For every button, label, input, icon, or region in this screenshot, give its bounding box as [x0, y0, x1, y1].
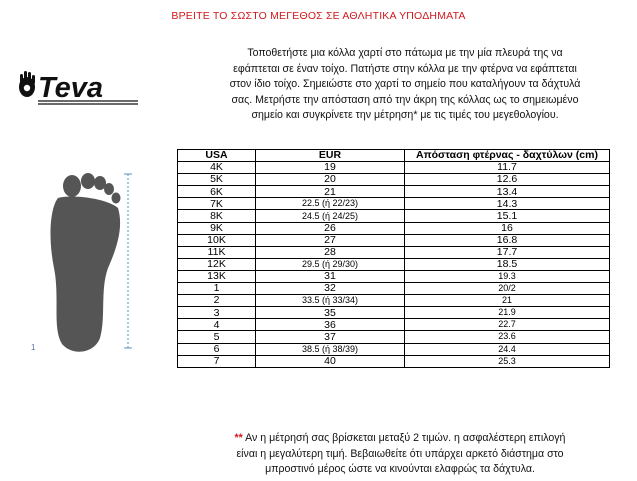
table-row	[178, 210, 610, 222]
cell-eur: 32	[256, 283, 405, 295]
cell-usa: 8K	[178, 210, 256, 222]
cell-length: 24.4	[405, 343, 610, 355]
table-row	[178, 186, 610, 198]
page-title: ΒΡΕΙΤΕ ΤΟ ΣΩΣΤΟ ΜΕΓΕΘΟΣ ΣΕ ΑΘΛΗΤΙΚΑ ΥΠΟΔΗΜΑΤΑ	[171, 10, 466, 22]
cell-eur: 37	[256, 331, 405, 343]
cell-length: 13.4	[405, 186, 610, 198]
table-row	[178, 355, 610, 367]
cell-usa: 5	[178, 331, 256, 343]
cell-eur: 28	[256, 246, 405, 258]
cell-usa: 7K	[178, 198, 256, 210]
table-row	[178, 246, 610, 258]
cell-length: 12.6	[405, 174, 610, 186]
size-chart-table	[177, 149, 610, 368]
cell-eur: 38.5 (ή 38/39)	[256, 343, 405, 355]
cell-length: 19.3	[405, 270, 610, 282]
cell-eur: 31	[256, 270, 405, 282]
header-usa: USA	[178, 150, 256, 162]
note-stars: **	[234, 432, 243, 444]
table-row	[178, 222, 610, 234]
cell-usa: 6K	[178, 186, 256, 198]
cell-eur: 35	[256, 307, 405, 319]
cell-length: 23.6	[405, 331, 610, 343]
cell-usa: 1	[178, 283, 256, 295]
table-row	[178, 258, 610, 270]
cell-usa: 11K	[178, 246, 256, 258]
intro-text	[175, 46, 635, 124]
teva-logo	[16, 66, 156, 106]
note-line: μπροστινό μέρος ώστε να κινούνται ελαφρώς τα δάχτυλα.	[265, 463, 535, 476]
cell-eur: 27	[256, 234, 405, 246]
header-eur: EUR	[256, 150, 405, 162]
hand-icon	[19, 71, 35, 97]
cell-usa: 6	[178, 343, 256, 355]
foot-marker-label: 1	[31, 343, 36, 352]
cell-usa: 3	[178, 307, 256, 319]
intro-line: σημείο και συγκρίνετε την μέτρηση* με τις τιμές του μεγεθολογίου.	[251, 109, 559, 122]
cell-usa: 4	[178, 319, 256, 331]
note-line: είναι η μεγαλύτερη τιμή. Βεβαιωθείτε ότι υπάρχει αρκετό διάστημα στο	[236, 447, 564, 460]
cell-length: 11.7	[405, 162, 610, 174]
cell-usa: 7	[178, 355, 256, 367]
table-row	[178, 270, 610, 282]
cell-eur: 29.5 (ή 29/30)	[256, 258, 405, 270]
note-line-text: Αν η μέτρησή σας βρίσκεται μεταξύ 2 τιμών. η ασφαλέστερη επιλογή	[245, 432, 566, 444]
cell-length: 14.3	[405, 198, 610, 210]
table-row	[178, 198, 610, 210]
intro-line: εφάπτεται σε έναν τοίχο. Πατήστε στην κόλλα με την φτέρνα να εφάπτεται	[233, 62, 577, 75]
cell-usa: 13K	[178, 270, 256, 282]
cell-usa: 9K	[178, 222, 256, 234]
table-row	[178, 295, 610, 307]
table-row	[178, 307, 610, 319]
cell-eur: 33.5 (ή 33/34)	[256, 295, 405, 307]
cell-length: 16	[405, 222, 610, 234]
table-row	[178, 283, 610, 295]
header-length: Απόσταση φτέρνας - δαχτύλων (cm)	[405, 150, 610, 162]
cell-eur: 19	[256, 162, 405, 174]
foot-icon	[12, 168, 147, 358]
cell-eur: 26	[256, 222, 405, 234]
cell-eur: 21	[256, 186, 405, 198]
cell-eur: 36	[256, 319, 405, 331]
table-row	[178, 174, 610, 186]
cell-length: 16.8	[405, 234, 610, 246]
cell-eur: 20	[256, 174, 405, 186]
cell-length: 15.1	[405, 210, 610, 222]
table-header-row	[178, 150, 610, 162]
table-row	[178, 331, 610, 343]
table-row	[178, 234, 610, 246]
cell-length: 25.3	[405, 355, 610, 367]
cell-usa: 4K	[178, 162, 256, 174]
note-line	[180, 431, 620, 447]
cell-length: 21	[405, 295, 610, 307]
cell-length: 21.9	[405, 307, 610, 319]
cell-eur: 22.5 (ή 22/23)	[256, 198, 405, 210]
logo-wordmark: Teva	[38, 72, 104, 104]
cell-usa: 12K	[178, 258, 256, 270]
intro-line: στον ίδιο τοίχο. Σημειώστε στο χαρτί το σημείο που καταλήγουν τα δάχτυλά	[229, 78, 581, 91]
intro-line: σας. Μετρήστε την απόσταση από την άκρη της κόλλας ως το σημειωμένο	[231, 93, 579, 106]
cell-usa: 2	[178, 295, 256, 307]
cell-eur: 24.5 (ή 24/25)	[256, 210, 405, 222]
cell-length: 20/2	[405, 283, 610, 295]
cell-length: 18.5	[405, 258, 610, 270]
intro-line: Τοποθετήστε μια κόλλα χαρτί στο πάτωμα με την μία πλευρά της να	[247, 47, 563, 59]
cell-eur: 40	[256, 355, 405, 367]
cell-usa: 10K	[178, 234, 256, 246]
table-row	[178, 162, 610, 174]
cell-length: 22.7	[405, 319, 610, 331]
note-text	[180, 431, 620, 478]
cell-usa: 5K	[178, 174, 256, 186]
table-row	[178, 319, 610, 331]
table-row	[178, 343, 610, 355]
cell-length: 17.7	[405, 246, 610, 258]
